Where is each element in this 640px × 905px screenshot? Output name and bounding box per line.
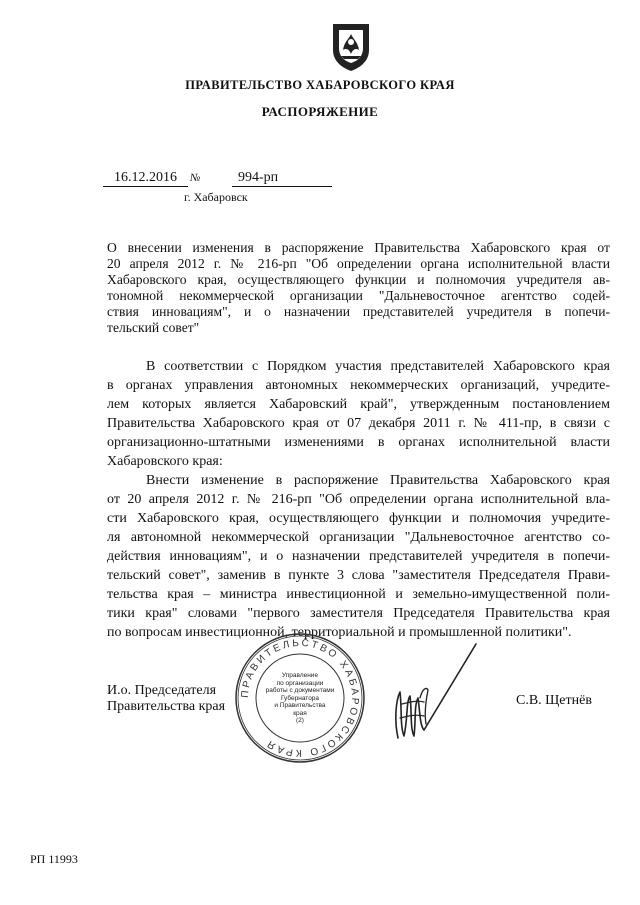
subject-line: 20 апреля 2012 г. № 216-рп "Об определении органа исполнительной власти xyxy=(107,256,610,271)
body-line: В соответствии с Порядком участия представителей Хабаровского края xyxy=(146,359,610,374)
signer-position-line: Правительства края xyxy=(107,699,226,714)
body-line: тельства края – министра инвестиционной и земельно-имущественной поли- xyxy=(107,587,610,602)
subject-line: Хабаровского края, осуществляющего функции и полномочия учредителя ав- xyxy=(107,272,610,287)
city-label: г. Хабаровск xyxy=(184,190,248,204)
signer-position xyxy=(107,683,225,715)
seal-line: Управление xyxy=(281,672,319,679)
document-number: 994-рп xyxy=(232,170,332,187)
seal-ring-text: ПРАВИТЕЛЬСТВО ХАБАРОВСКОГО КРАЯ xyxy=(239,637,361,759)
seal-line: и Правительства xyxy=(274,702,326,709)
body-line: от 20 апреля 2012 г. № 216-рп "Об определении органа исполнительной вла- xyxy=(107,492,610,507)
body-line: ля автономной некоммерческой организации "Дальневосточное агентство со- xyxy=(107,530,610,545)
subject-line: тономной некоммерческой организации "Дальневосточное агентство содей- xyxy=(107,288,610,303)
document-type-title: РАСПОРЯЖЕНИЕ xyxy=(261,104,379,119)
body-line: в органах управления автономных некоммерческих организаций, учредите- xyxy=(107,378,610,393)
body-line: действия инновациям", и о назначении представителей учредителя в попечи- xyxy=(107,549,610,564)
government-title: ПРАВИТЕЛЬСТВО ХАБАРОВСКОГО КРАЯ xyxy=(185,78,455,92)
body-line: по вопросам инвестиционной, территориальной и промышленной политики". xyxy=(107,625,572,640)
body-line: сти Хабаровского края, осуществляющего функции и полномочия учредите- xyxy=(107,511,610,526)
seal-line: края xyxy=(293,709,307,717)
subject-line: тельский совет" xyxy=(107,320,200,335)
body-line: организационно-штатными изменениями в органах исполнительной власти xyxy=(107,435,610,450)
number-sign: № xyxy=(190,172,201,184)
handwritten-signature xyxy=(380,640,490,740)
body-line: Правительства Хабаровского края от 07 декабря 2011 г. № 411-пр, в связи с xyxy=(107,416,610,431)
body-line: лем которых является Хабаровский край", утвержденным постановлением xyxy=(107,397,610,412)
seal-line: работы с документами xyxy=(265,687,335,694)
seal-line: по организации xyxy=(276,679,324,687)
seal-line: Губернатора xyxy=(280,694,320,702)
body-line: Хабаровского края: xyxy=(107,454,223,469)
body-line: Внести изменение в распоряжение Правительства Хабаровского края xyxy=(146,473,610,488)
signer-position-line: И.о. Председателя xyxy=(107,683,217,698)
body-line: тики края" словами "первого заместителя Председателя Правительства края xyxy=(107,606,610,621)
seal-line: (2) xyxy=(296,717,304,724)
body-line: тельский совет", заменив в пункте 3 слова "заместителя Председателя Прави- xyxy=(107,568,610,583)
coat-of-arms-icon xyxy=(329,20,373,72)
subject-line: ствия инновациям", и о назначении представителей учредителя в попечи- xyxy=(107,304,610,319)
subject-line: О внесении изменения в распоряжение Правительства Хабаровского края от xyxy=(107,240,610,255)
footer-registration-code: РП 11993 xyxy=(30,852,78,866)
seal-center-text xyxy=(265,672,335,725)
signer-name: С.В. Щетнёв xyxy=(516,693,592,708)
document-date: 16.12.2016 xyxy=(103,170,188,187)
